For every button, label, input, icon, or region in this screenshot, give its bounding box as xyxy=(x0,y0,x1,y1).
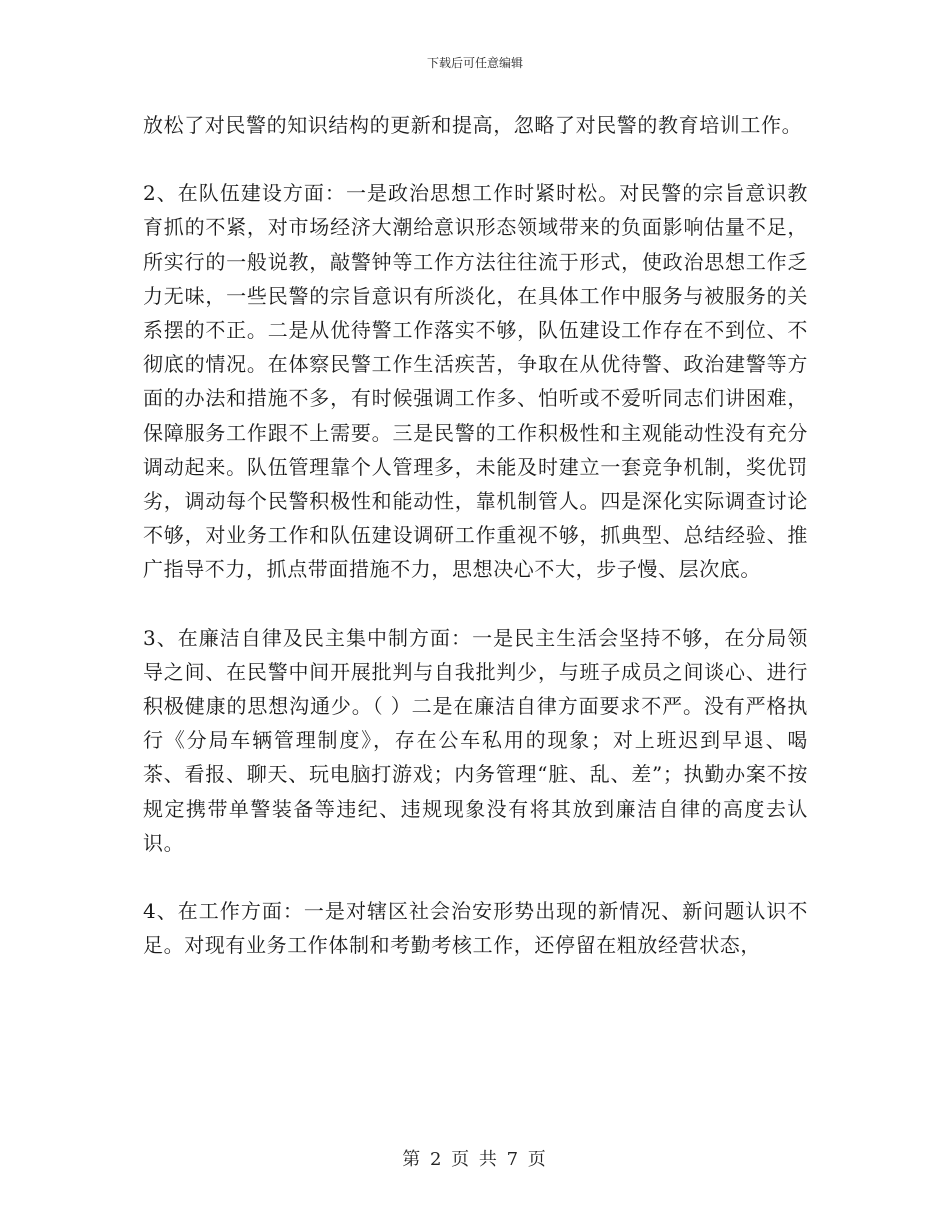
document-body xyxy=(143,108,808,962)
paragraph-work: 4、在工作方面：一是对辖区社会治安形势出现的新情况、新问题认识不足。对现有业务工作体制和考勤考核工作，还停留在粗放经营状态， xyxy=(143,899,808,958)
paragraph-integrity: 3、在廉洁自律及民主集中制方面：一是民主生活会坚持不够，在分局领导之间、在民警中间开展批判与自我批判少，与班子成员之间谈心、进行积极健康的思想沟通少。（ ）二是在廉洁自律方面要求不严。没有严格执行《分局车辆管理制度》，存在公车私用的现象；对上班迟到早退、喝茶、看报、聊天、玩电脑打游戏；内务管理“脏、乱、差”；执勤办案不按规定携带单警装备等违纪、违规现象没有将其放到廉洁自律的高度去认识。 xyxy=(143,625,808,855)
paragraph-continuation: 放松了对民警的知识结构的更新和提高，忽略了对民警的教育培训工作。 xyxy=(143,113,803,137)
page-number: 第 2 页 共 7 页 xyxy=(402,1149,548,1170)
paragraph-team-building: 2、在队伍建设方面：一是政治思想工作时紧时松。对民警的宗旨意识教育抓的不紧，对市场经济大潮给意识形态领域带来的负面影响估量不足，所实行的一般说教，敲警钟等工作方法往往流于形式，使政治思想工作乏力无味，一些民警的宗旨意识有所淡化，在具体工作中服务与被服务的关系摆的不正。二是从优待警工作落实不够，队伍建设工作存在不到位、不彻底的情况。在体察民警工作生活疾苦，争取在从优待警、政治建警等方面的办法和措施不多，有时候强调工作多、怕听或不爱听同志们讲困难，保障服务工作跟不上需要。三是民警的工作积极性和主观能动性没有充分调动起来。队伍管理靠个人管理多，未能及时建立一套竞争机制，奖优罚劣，调动每个民警积极性和能动性，靠机制管人。四是深化实际调查讨论不够，对业务工作和队伍建设调研工作重视不够，抓典型、总结经验、推广指导不力，抓点带面措施不力，思想决心不大，步子慢、层次底。 xyxy=(143,181,808,582)
page-header: 下载后可任意编辑 xyxy=(426,56,523,70)
